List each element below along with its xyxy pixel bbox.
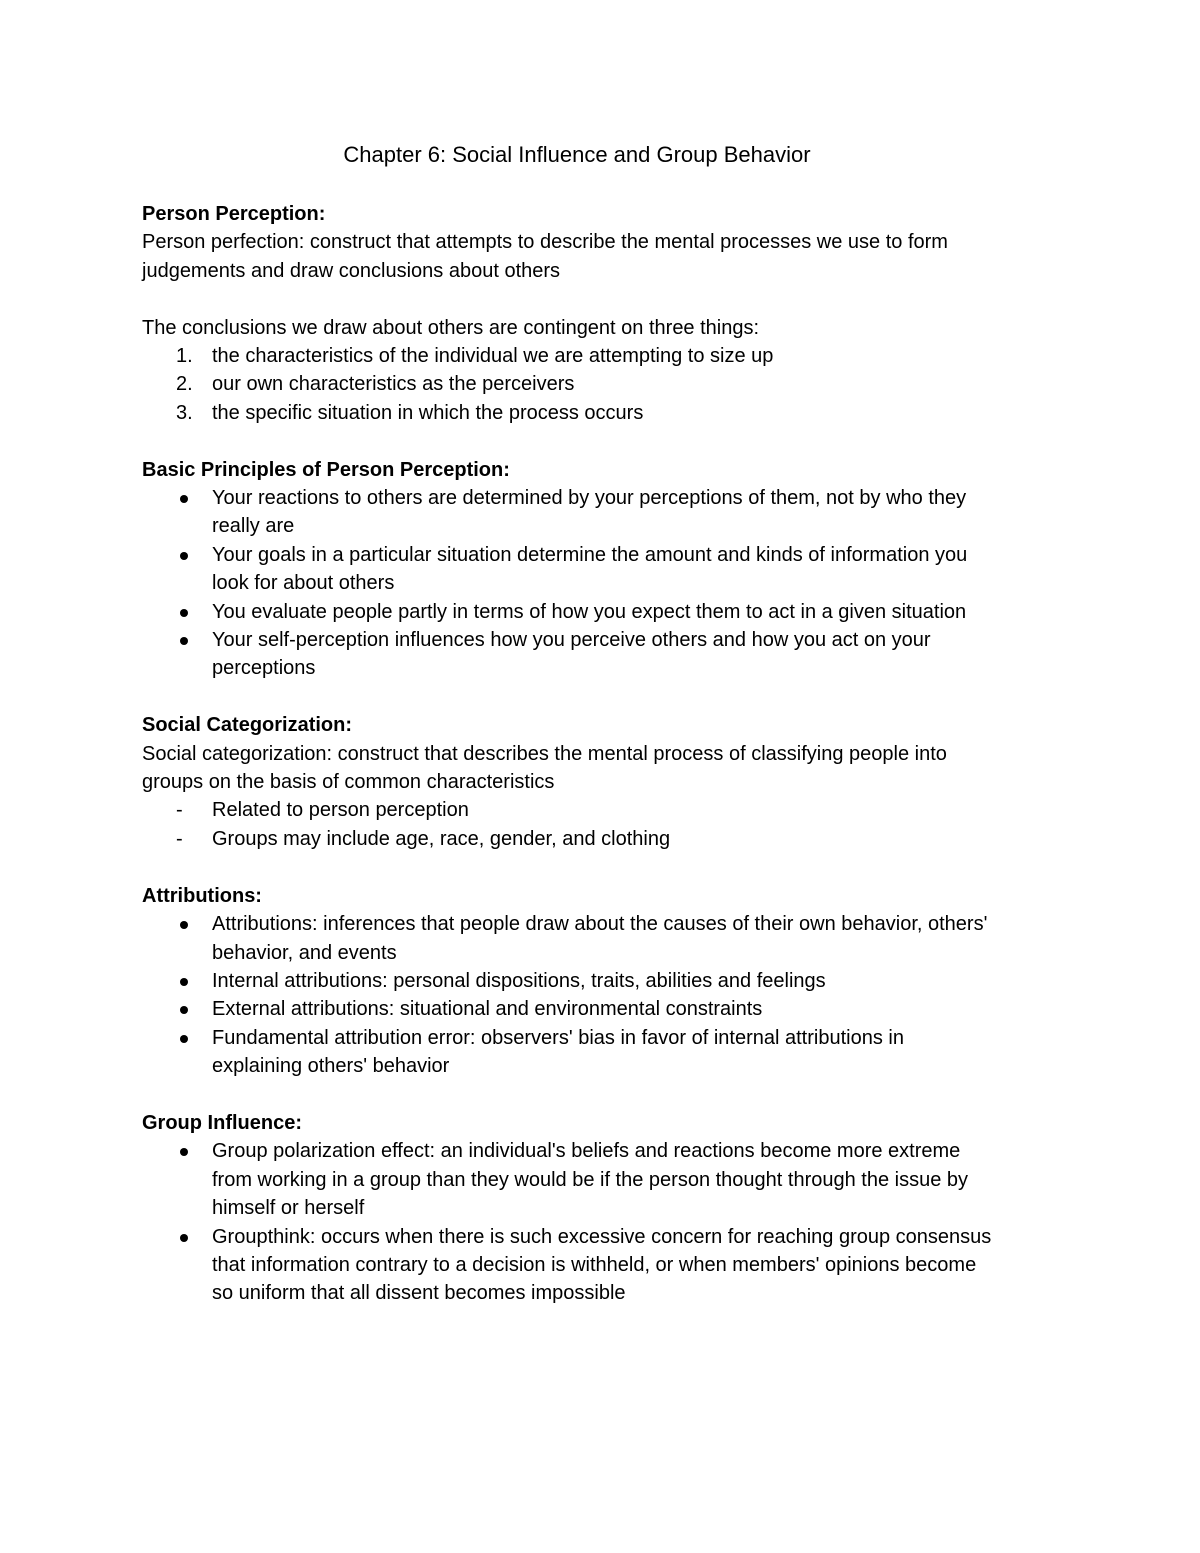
list-item bbox=[142, 370, 1072, 398]
bullet-list bbox=[142, 910, 1072, 1080]
section-heading: Social Categorization: bbox=[142, 714, 353, 737]
numbered-list bbox=[142, 342, 1072, 427]
list-item bbox=[142, 796, 1072, 824]
list-item-text: Groups may include age, race, gender, and clothing bbox=[212, 827, 671, 850]
list-item-line: Group polarization effect: an individual's beliefs and reactions become more extreme bbox=[212, 1140, 961, 1163]
bullet-icon bbox=[180, 921, 188, 929]
section-heading: Person Perception: bbox=[142, 203, 326, 225]
list-item-line: Your reactions to others are determined by your perceptions of them, not by who they bbox=[212, 487, 967, 510]
bullet-icon bbox=[180, 1234, 188, 1242]
list-item-text: Related to person perception bbox=[212, 799, 469, 822]
list-item bbox=[142, 342, 1072, 370]
list-item-line: Your goals in a particular situation determine the amount and kinds of information you bbox=[212, 543, 968, 566]
bullet-icon bbox=[180, 1035, 188, 1043]
list-item bbox=[142, 541, 1072, 598]
list-number: 3. bbox=[176, 401, 193, 424]
section-spacer bbox=[142, 683, 1072, 711]
section-basic-principles bbox=[142, 456, 1072, 683]
list-item bbox=[142, 484, 1072, 541]
list-item-line: look for about others bbox=[212, 572, 395, 595]
list-item bbox=[142, 1223, 1072, 1308]
section-attributions bbox=[142, 882, 1072, 1081]
list-number: 2. bbox=[176, 373, 193, 396]
section-spacer bbox=[142, 1081, 1072, 1109]
definition-line: Person perfection: construct that attempts to describe the mental processes we use to form bbox=[142, 231, 948, 254]
list-item-line: perceptions bbox=[212, 657, 316, 680]
list-item-line: Fundamental attribution error: observers' bias in favor of internal attributions in bbox=[212, 1026, 904, 1049]
list-item-text: our own characteristics as the perceivers bbox=[212, 373, 575, 396]
list-item bbox=[142, 399, 1072, 427]
paragraph-spacer bbox=[142, 285, 1072, 313]
bullet-icon bbox=[180, 637, 188, 645]
definition-line: groups on the basis of common characteristics bbox=[142, 771, 555, 794]
list-item-text: the characteristics of the individual we are attempting to size up bbox=[212, 345, 774, 368]
section-person-perception bbox=[142, 200, 1072, 427]
section-social-categorization bbox=[142, 711, 1072, 853]
list-item bbox=[142, 910, 1072, 967]
list-item-line: Attributions: inferences that people draw about the causes of their own behavior, others' bbox=[212, 913, 988, 936]
intro-text: The conclusions we draw about others are contingent on three things: bbox=[142, 316, 760, 339]
list-item-line: himself or herself bbox=[212, 1197, 365, 1220]
bullet-icon bbox=[180, 1148, 188, 1156]
bullet-icon bbox=[180, 552, 188, 560]
list-item-text: the specific situation in which the process occurs bbox=[212, 401, 644, 424]
bullet-list bbox=[142, 1137, 1072, 1307]
section-spacer bbox=[142, 853, 1072, 881]
document-title: Chapter 6: Social Influence and Group Behavior bbox=[343, 142, 811, 167]
document-page bbox=[142, 140, 1072, 1308]
section-heading: Group Influence: bbox=[142, 1111, 302, 1134]
list-item-line: External attributions: situational and environmental constraints bbox=[212, 998, 763, 1021]
list-item-line: Internal attributions: personal dispositions, traits, abilities and feelings bbox=[212, 969, 826, 992]
bullet-icon bbox=[180, 1006, 188, 1014]
bullet-list bbox=[142, 484, 1072, 683]
list-item bbox=[142, 1137, 1072, 1222]
bullet-icon bbox=[180, 609, 188, 617]
list-item-line: Your self-perception influences how you perceive others and how you act on your bbox=[212, 629, 931, 652]
bullet-icon bbox=[180, 978, 188, 986]
list-item bbox=[142, 995, 1072, 1023]
list-item-line: behavior, and events bbox=[212, 941, 397, 964]
section-heading: Attributions: bbox=[142, 884, 262, 907]
dash-marker: - bbox=[176, 799, 183, 822]
list-item-line: Groupthink: occurs when there is such excessive concern for reaching group consensus bbox=[212, 1225, 992, 1248]
list-item-line: really are bbox=[212, 515, 295, 538]
section-heading: Basic Principles of Person Perception: bbox=[142, 458, 510, 481]
section-spacer bbox=[142, 427, 1072, 455]
list-item bbox=[142, 967, 1072, 995]
dash-list bbox=[142, 796, 1072, 853]
list-item-line: explaining others' behavior bbox=[212, 1055, 450, 1078]
list-item bbox=[142, 1024, 1072, 1081]
section-group-influence bbox=[142, 1109, 1072, 1308]
definition-line: Social categorization: construct that describes the mental process of classifying people into bbox=[142, 742, 947, 765]
definition-line: judgements and draw conclusions about others bbox=[142, 259, 561, 282]
list-item-line: that information contrary to a decision is withheld, or when members' opinions become bbox=[212, 1253, 977, 1276]
list-item bbox=[142, 598, 1072, 626]
list-item-line: from working in a group than they would be if the person thought through the issue by bbox=[212, 1168, 969, 1191]
list-item-line: You evaluate people partly in terms of how you expect them to act in a given situation bbox=[212, 600, 967, 623]
bullet-icon bbox=[180, 495, 188, 503]
list-item bbox=[142, 825, 1072, 853]
dash-marker: - bbox=[176, 827, 183, 850]
list-item-line: so uniform that all dissent becomes impossible bbox=[212, 1282, 626, 1305]
list-number: 1. bbox=[176, 345, 193, 368]
list-item bbox=[142, 626, 1072, 683]
